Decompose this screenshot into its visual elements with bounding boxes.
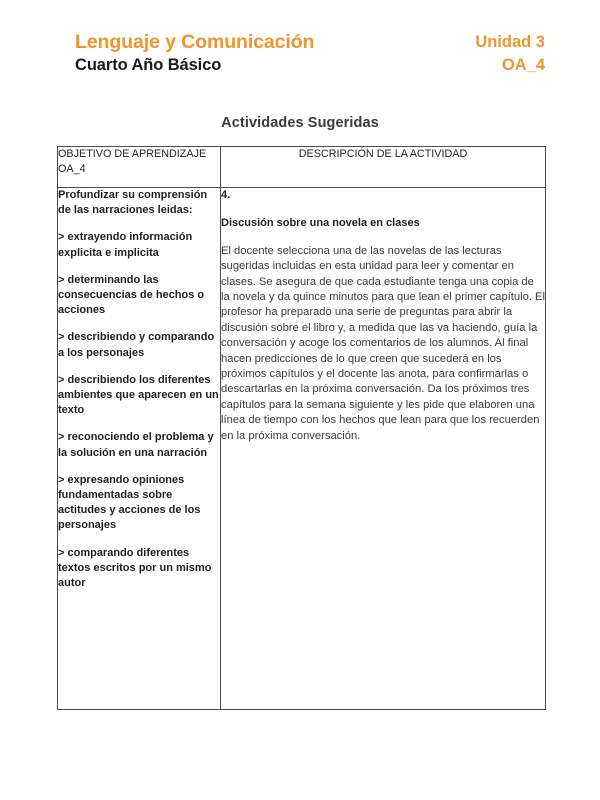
- table-header-row: [58, 147, 546, 188]
- table-row: [58, 188, 546, 710]
- unit-label: Unidad 3: [475, 33, 545, 51]
- objective-bullet-7: > comparando diferentes textos escritos por un mismo autor: [58, 546, 212, 590]
- column-header-objective: OBJETIVO DE APRENDIZAJE OA_4: [58, 147, 221, 188]
- activity-body: El docente selecciona una de las novelas de las lecturas sugeridas incluidas en esta unidad para leer y comentar en clases. Se asegura de que cada estudiante tenga una copia de la novela y da quince minutos para que lean el primer capítulo. El profesor ha preparado una serie de preguntas para abrir la discusión sobre el libro y, a medida que las va haciendo, guía la conversación y acoge los comentarios de los alumnos. Al final hacen predicciones de lo que creen que sucederá en los próximos capítulos y el docente las anota, para confirmarlas o descartarlas en la próxima conversación. Da los próximos tres capítulos para la semana siguiente y les pide que elaboren una línea de tiempo con los hechos que lean para que los recuerden en la próxima conversación.: [221, 244, 546, 442]
- page-title: Actividades Sugeridas: [221, 115, 379, 131]
- activities-table: [57, 146, 546, 710]
- objective-bullet-1: > extrayendo información explicita e implicita: [58, 231, 193, 259]
- objective-cell: [58, 188, 221, 710]
- activity-subtitle: Discusión sobre una novela en clases: [221, 217, 420, 230]
- grade-title: Cuarto Año Básico: [75, 56, 222, 74]
- oa-label: OA_4: [501, 56, 545, 74]
- column-header-description: DESCRIPCIÓN DE LA ACTIVIDAD: [221, 147, 546, 188]
- activity-number: 4.: [221, 189, 231, 201]
- header-left-group: [75, 30, 314, 76]
- subject-title: Lenguaje y Comunicación: [75, 31, 315, 53]
- document-header: [57, 30, 545, 86]
- description-cell: [221, 188, 546, 710]
- objective-bullet-6: > expresando opiniones fundamentadas sobre actitudes y acciones de los personajes: [58, 473, 201, 532]
- header-right-group: [475, 30, 545, 76]
- objective-bullet-2: > determinando las consecuencias de hechos o acciones: [58, 273, 205, 317]
- objective-bullet-3: > describiendo y comparando a los personajes: [58, 331, 215, 359]
- objective-intro: Profundizar su comprensión de las narraciones leidas:: [58, 189, 208, 217]
- objective-bullet-4: > describiendo los diferentes ambientes que aparecen en un texto: [58, 373, 219, 417]
- objective-bullet-5: > reconociendo el problema y la solución en una narración: [58, 431, 214, 459]
